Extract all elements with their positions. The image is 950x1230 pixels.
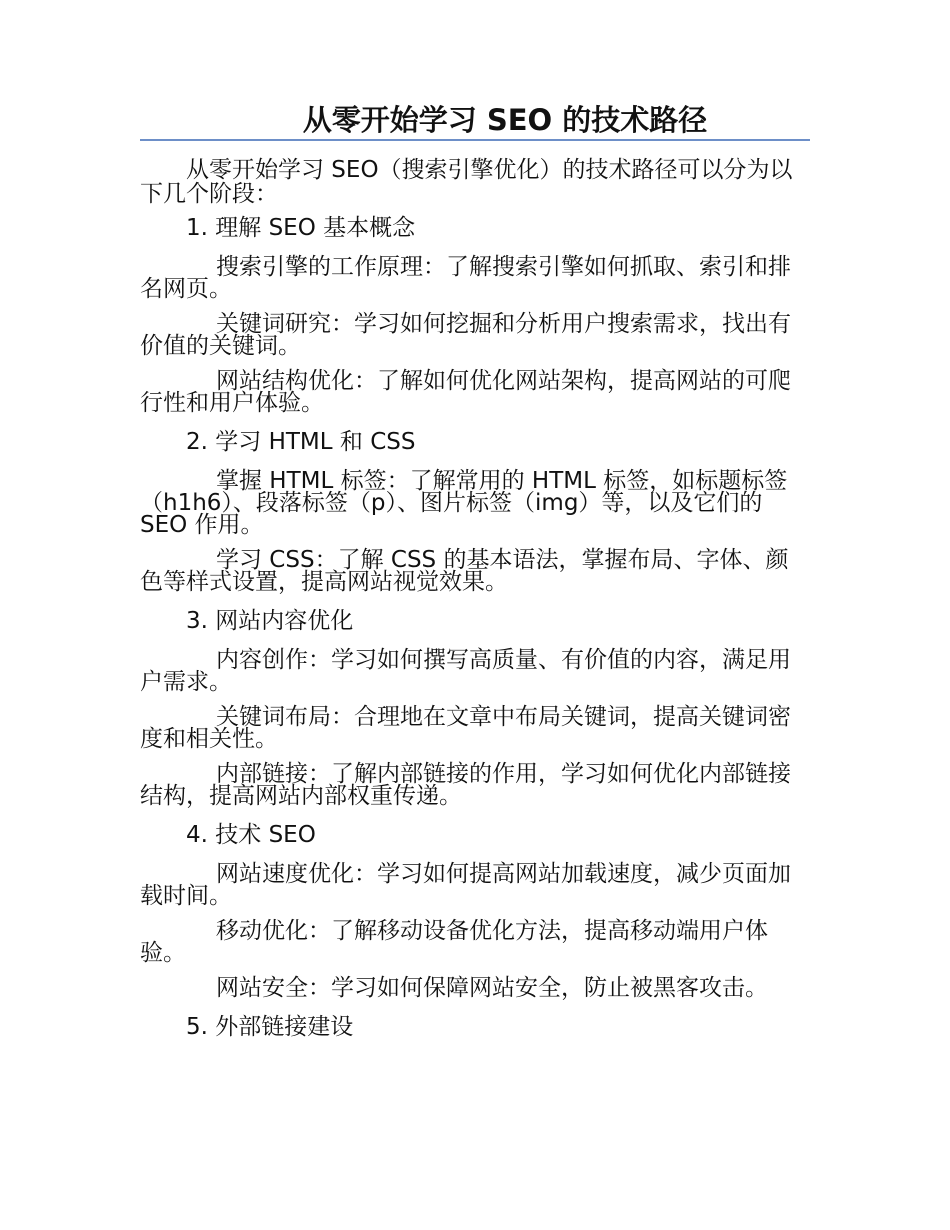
- document-title: 从零开始学习 SEO 的技术路径: [302, 103, 708, 137]
- section-4-paragraph-2: 移动优化：了解移动设备优化方法，提高移动端用户体验。: [140, 918, 768, 966]
- section-3-paragraph-1: 内容创作：学习如何撰写高质量、有价值的内容，满足用户需求。: [140, 647, 791, 695]
- section-2-paragraph-1: 掌握 HTML 标签：了解常用的 HTML 标签，如标题标签（h1h6）、段落标签（p）、图片标签（img）等，以及它们的 SEO 作用。: [140, 468, 788, 538]
- section-1-paragraph-3: 网站结构优化：了解如何优化网站架构，提高网站的可爬行性和用户体验。: [140, 368, 791, 416]
- section-heading-5: 5. 外部链接建设: [186, 1014, 354, 1040]
- section-heading-4: 4. 技术 SEO: [186, 822, 316, 848]
- section-3-paragraph-2: 关键词布局：合理地在文章中布局关键词，提高关键词密度和相关性。: [140, 704, 791, 752]
- document-body: [140, 158, 810, 1055]
- section-heading-2: 2. 学习 HTML 和 CSS: [186, 429, 416, 455]
- section-4-paragraph-1: 网站速度优化：学习如何提高网站加载速度，减少页面加载时间。: [140, 861, 791, 909]
- title-underline: [140, 139, 810, 141]
- section-heading-3: 3. 网站内容优化: [186, 608, 354, 634]
- section-3-paragraph-3: 内部链接：了解内部链接的作用，学习如何优化内部链接结构，提高网站内部权重传递。: [140, 761, 791, 809]
- section-1-paragraph-2: 关键词研究：学习如何挖掘和分析用户搜索需求，找出有价值的关键词。: [140, 311, 791, 359]
- section-2-paragraph-2: 学习 CSS：了解 CSS 的基本语法，掌握布局、字体、颜色等样式设置，提高网站视觉效果。: [140, 547, 789, 595]
- intro-paragraph: 从零开始学习 SEO（搜索引擎优化）的技术路径可以分为以下几个阶段：: [140, 157, 793, 207]
- section-4-paragraph-3: 网站安全：学习如何保障网站安全，防止被黑客攻击。: [216, 975, 768, 1001]
- section-1-paragraph-1: 搜索引擎的工作原理：了解搜索引擎如何抓取、索引和排名网页。: [140, 254, 791, 302]
- section-heading-1: 1. 理解 SEO 基本概念: [186, 215, 416, 241]
